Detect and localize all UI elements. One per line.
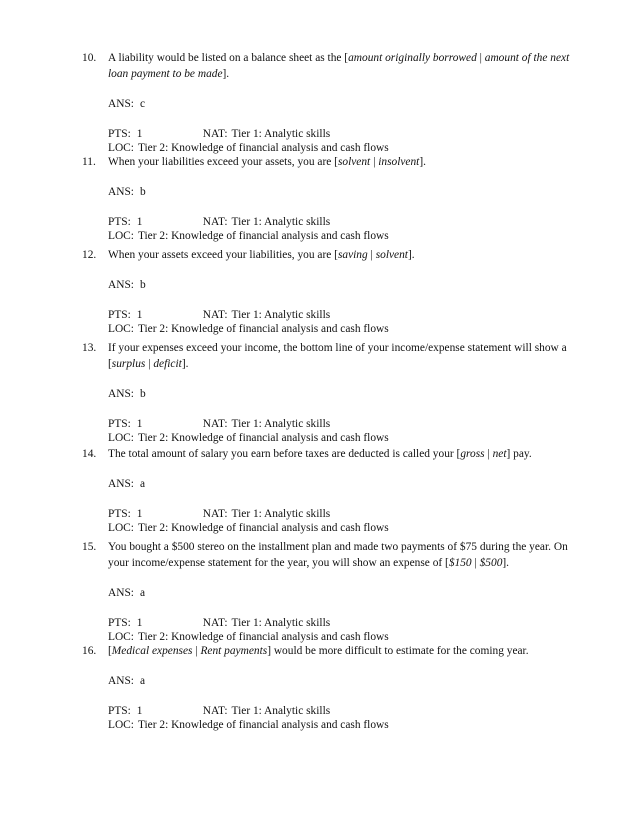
nat-label: NAT: [202,508,228,520]
answer-option: Medical expenses [111,645,193,657]
nat-label: NAT: [202,705,228,717]
question-number: 13. [82,342,97,354]
ans-label: ANS: [108,675,134,687]
ans-label: ANS: [108,587,134,599]
question-text-part: When your liabilities exceed your assets, you are [ [108,156,338,168]
question-text-part: The total amount of salary you earn before taxes are deducted is called your [ [108,448,461,460]
question-text [108,539,582,571]
question-text-part: ] pay. [506,448,532,460]
option-separator: | [471,557,480,569]
pts-value: 1 [136,508,143,520]
pts-value: 1 [136,309,143,321]
answer-line [82,673,582,689]
ans-value: b [139,186,146,198]
option-separator: | [476,52,485,64]
question-item [82,340,582,445]
question-stem [82,247,582,263]
loc-value: Tier 2: Knowledge of financial analysis and cash flows [137,142,389,154]
question-stem [82,340,582,372]
ans-value: a [139,675,146,687]
nat-value: Tier 1: Analytic skills [231,216,331,228]
question-text-part: A liability would be listed on a balance sheet as the [ [108,52,349,64]
loc-value: Tier 2: Knowledge of financial analysis and cash flows [137,230,389,242]
loc-row [108,630,582,644]
pts-label: PTS: [108,309,131,321]
pts-value: 1 [136,418,143,430]
question-stem [82,154,582,170]
question-text-part: If your expenses exceed your income, the bottom line of your income/expense statement will show a [ [108,342,567,370]
loc-label: LOC: [108,323,134,335]
nat-value: Tier 1: Analytic skills [231,705,331,717]
answer-option: solvent [337,156,371,168]
question-text-part: ]. [222,68,230,80]
question-text [108,50,582,82]
question-meta [82,417,582,445]
nat-value: Tier 1: Analytic skills [231,617,331,629]
question-item [82,50,582,155]
loc-row [108,141,582,155]
loc-value: Tier 2: Knowledge of financial analysis and cash flows [137,432,389,444]
question-number: 16. [82,645,97,657]
question-text-part: ]. [502,557,510,569]
question-meta [82,127,582,155]
nat-value: Tier 1: Analytic skills [231,418,331,430]
question-number: 12. [82,249,97,261]
question-meta [82,616,582,644]
question-item [82,247,582,336]
loc-label: LOC: [108,142,134,154]
question-text-part: ]. [419,156,426,168]
answer-option: gross [460,448,485,460]
question-meta [82,507,582,535]
question-text-part: ]. [181,358,189,370]
loc-value: Tier 2: Knowledge of financial analysis and cash flows [137,631,389,643]
ans-value: a [139,478,146,490]
question-text-part: You bought a $500 stereo on the installment plan and made two payments of $75 during the year. On your income/expense statement for the year, you will show an expense of [ [108,541,568,569]
option-separator: | [367,249,376,261]
answer-option: Rent payments [200,645,268,657]
pts-nat-row [108,507,582,521]
answer-option: saving [337,249,368,261]
pts-nat-row [108,704,582,718]
question-meta [82,215,582,243]
pts-label: PTS: [108,418,131,430]
nat-label: NAT: [202,128,228,140]
pts-value: 1 [136,216,143,228]
answer-option: $500 [479,557,503,569]
loc-value: Tier 2: Knowledge of financial analysis and cash flows [137,323,389,335]
pts-label: PTS: [108,128,131,140]
question-stem [82,50,582,82]
ans-value: b [139,388,146,400]
ans-value: a [139,587,146,599]
question-text-part: ]. [407,249,415,261]
answer-line [82,585,582,601]
pts-nat-row [108,616,582,630]
question-item [82,643,582,732]
question-stem [82,446,582,462]
ans-label: ANS: [108,98,134,110]
question-stem [82,643,582,659]
pts-nat-row [108,215,582,229]
pts-nat-row [108,308,582,322]
pts-value: 1 [136,128,143,140]
answer-line [82,184,582,200]
loc-row [108,322,582,336]
nat-label: NAT: [202,418,228,430]
question-meta [82,704,582,732]
question-stem [82,539,582,571]
question-text [108,340,582,372]
pts-label: PTS: [108,508,131,520]
question-text-part: [ [108,645,112,657]
question-number: 10. [82,52,97,64]
option-separator: | [192,645,201,657]
answer-option: solvent [375,249,408,261]
loc-row [108,718,582,732]
ans-value: b [139,279,146,291]
loc-row [108,521,582,535]
ans-label: ANS: [108,478,134,490]
loc-label: LOC: [108,522,134,534]
question-text-part: ] would be more difficult to estimate for the coming year. [267,645,529,657]
question-item [82,154,582,243]
loc-label: LOC: [108,719,134,731]
loc-value: Tier 2: Knowledge of financial analysis and cash flows [137,719,389,731]
loc-row [108,431,582,445]
loc-label: LOC: [108,432,134,444]
question-meta [82,308,582,336]
nat-label: NAT: [202,216,228,228]
answer-option: $150 [448,557,472,569]
nat-value: Tier 1: Analytic skills [231,309,331,321]
question-text-part: When your assets exceed your liabilities, you are [ [108,249,338,261]
question-number: 15. [82,541,97,553]
answer-option: net [492,448,507,460]
ans-label: ANS: [108,388,134,400]
loc-label: LOC: [108,230,134,242]
pts-label: PTS: [108,617,131,629]
loc-value: Tier 2: Knowledge of financial analysis and cash flows [137,522,389,534]
loc-row [108,229,582,243]
option-separator: | [484,448,493,460]
option-separator: | [145,358,154,370]
question-text [108,247,582,263]
nat-value: Tier 1: Analytic skills [231,128,331,140]
answer-line [82,476,582,492]
ans-value: c [139,98,146,110]
question-item [82,539,582,644]
option-separator: | [370,156,379,168]
nat-label: NAT: [202,309,228,321]
nat-label: NAT: [202,617,228,629]
question-number: 14. [82,448,97,460]
question-number: 11. [82,156,96,168]
answer-option: amount of the next loan payment to be made [108,52,570,80]
answer-option: amount originally borrowed [348,52,477,64]
pts-nat-row [108,127,582,141]
nat-value: Tier 1: Analytic skills [231,508,331,520]
pts-label: PTS: [108,705,131,717]
pts-nat-row [108,417,582,431]
question-text [108,643,582,659]
question-item [82,446,582,535]
answer-line [82,96,582,112]
loc-label: LOC: [108,631,134,643]
question-text [108,154,582,170]
pts-value: 1 [136,705,143,717]
answer-option: insolvent [378,156,420,168]
question-text [108,446,582,462]
pts-value: 1 [136,617,143,629]
answer-line [82,277,582,293]
ans-label: ANS: [108,279,134,291]
answer-line [82,386,582,402]
ans-label: ANS: [108,186,134,198]
answer-option: surplus [111,358,146,370]
answer-option: deficit [153,358,182,370]
pts-label: PTS: [108,216,131,228]
